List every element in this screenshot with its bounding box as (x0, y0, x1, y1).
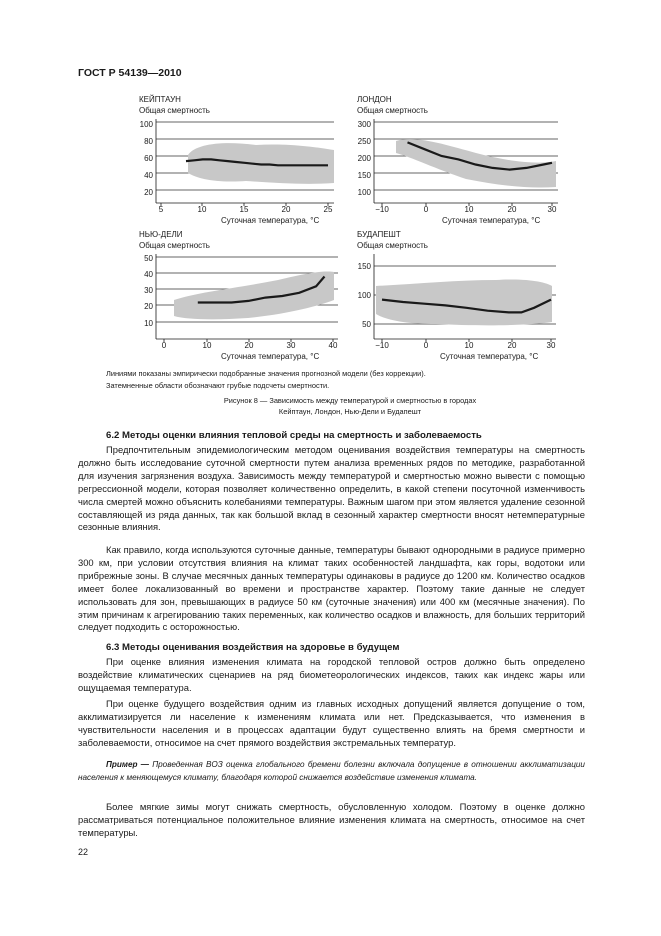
y-tick-label: 50 (144, 254, 153, 263)
page-number: 22 (78, 847, 89, 857)
y-tick-label: 20 (144, 302, 153, 311)
y-tick-label: 40 (144, 171, 153, 180)
y-tick-labels (140, 120, 154, 197)
y-tick-label: 30 (144, 286, 153, 295)
y-tick-labels (358, 120, 372, 197)
x-tick-label: 10 (464, 205, 474, 214)
section-heading: 6.2 Методы оценки влияния тепловой среды на смертность и заболеваемость (106, 430, 482, 441)
x-tick-label: 0 (423, 205, 429, 214)
y-tick-label: 200 (357, 154, 371, 163)
chart-xlabel: Суточная температура, °С (442, 216, 541, 225)
y-tick-label: 150 (357, 262, 371, 271)
x-tick-label: 30 (547, 205, 557, 214)
figure-note: Затемненные области обозначают грубые подсчеты смертности. (106, 381, 330, 390)
y-tick-labels (358, 262, 372, 329)
chart-ylabel: Общая смертность (357, 106, 428, 115)
y-tick-label: 40 (144, 270, 153, 279)
x-tick-labels (162, 341, 338, 350)
y-tick-label: 300 (357, 120, 371, 129)
chart-ylabel: Общая смертность (139, 241, 210, 250)
y-tick-label: 50 (362, 320, 371, 329)
y-tick-label: 10 (144, 319, 153, 328)
y-tick-label: 100 (357, 291, 371, 300)
section-heading: 6.3 Методы оценивания воздействия на здоровье в будущем (106, 642, 400, 653)
x-tick-label: 20 (507, 205, 517, 214)
paragraph: Предпочтительным эпидемиологическим методом оценивания воздействия температуры на смертность должно быть исследование суточной смертности путем анализа временных рядов по методике, разработанной для изучения загрязнения воздуха. Зависимость между температурой и смертностью можно вывести с помощью регрессионной модели, которая позволяет количественно определить, в какой степени посуточной изменчивость числа смертей можно объяснить колебаниями температуры. Важным шагом при этом является удаление сезонной составляющей из ряда данных, так как большой вклад в сезонный характер смертности вносят нетемпературные сезонные влияния. (78, 444, 585, 533)
chart-plot (356, 230, 561, 365)
chart-city-title: КЕЙПТАУН (139, 95, 181, 104)
y-tick-label: 250 (357, 137, 371, 146)
x-tick-label: 30 (286, 341, 296, 350)
chart-london (356, 95, 561, 230)
x-tick-label: 15 (239, 205, 249, 214)
chart-cape-town (136, 95, 336, 230)
x-tick-label: 20 (507, 341, 517, 350)
chart-plot (356, 95, 561, 230)
x-tick-label: 10 (197, 205, 207, 214)
chart-plot (136, 95, 336, 230)
x-tick-label: 0 (161, 341, 167, 350)
y-tick-label: 60 (144, 154, 153, 163)
example-note (78, 758, 585, 784)
chart-city-title: БУДАПЕШТ (357, 230, 401, 239)
y-tick-label: 20 (144, 188, 153, 197)
y-tick-label: 80 (144, 137, 153, 146)
x-tick-label: 20 (244, 341, 254, 350)
y-tick-labels (144, 254, 153, 328)
chart-new-delhi (138, 230, 343, 365)
chart-plot (138, 230, 343, 365)
x-tick-label: −10 (375, 205, 389, 214)
chart-ylabel: Общая смертность (139, 106, 210, 115)
x-tick-label: 20 (281, 205, 291, 214)
x-tick-label: 0 (423, 341, 429, 350)
example-label: Пример — (106, 760, 149, 769)
x-tick-label: 10 (202, 341, 212, 350)
x-tick-label: 40 (328, 341, 338, 350)
x-tick-label: 10 (464, 341, 474, 350)
example-text: Проведенная ВОЗ оценка глобального бремени болезни включала допущение в отношении акклиматизации населения к меняющемуся климату, благодаря которой снижается воздействие изменения климата. (78, 760, 585, 782)
paragraph: Как правило, когда используются суточные данные, температуры бывают однородными в радиусе примерно 300 км, при условии отсутствия влияния на климат таких особенностей ландшафта, как горы, водотоки или прибрежные зоны. В случае месячных данных температуры одинаковы в радиусе до 1200 км. Количество осадков имеет более локализованный во времени и пространстве характер. Поэтому такие данные не следует использовать для зон, превышающих в радиусе 50 км (суточные значения) или 400 км (месячные значения). По этим причинам к агрегированию таких переменных, как количество осадков и влажность, для больших территорий следует подходить с осторожностью. (78, 544, 585, 633)
paragraph: При оценке будущего воздействия одним из главных исходных допущений является допущение о том, акклиматизируется ли население к изменениям климата или нет. Предсказывается, что изменения в чувствительности населения и в процессах адаптации будут существенно влиять на бремя смертности и заболеваемости, относимое на счет прямого воздействия экстремальных температур. (78, 698, 585, 748)
chart-city-title: ЛОНДОН (357, 95, 392, 104)
shaded-estimate-band (174, 271, 334, 319)
paragraph: Более мягкие зимы могут снижать смертность, обусловленную холодом. Поэтому в оценке должно рассматриваться потенциальное положительное влияние изменения климата на смертность, относимое на счет температуры. (78, 801, 585, 838)
x-tick-labels (375, 205, 557, 214)
chart-xlabel: Суточная температура, °С (221, 352, 320, 361)
chart-ylabel: Общая смертность (357, 241, 428, 250)
chart-budapest (356, 230, 561, 365)
x-tick-label: 25 (323, 205, 333, 214)
band-group (174, 271, 334, 319)
y-tick-label: 150 (357, 171, 371, 180)
document-header: ГОСТ Р 54139—2010 (78, 67, 182, 79)
x-tick-label: −10 (375, 341, 389, 350)
y-tick-label: 100 (139, 120, 153, 129)
x-tick-labels (159, 205, 333, 214)
figure-note: Линиями показаны эмпирически подобранные значения прогнозной модели (без коррекции). (106, 369, 426, 378)
chart-city-title: НЬЮ-ДЕЛИ (139, 230, 183, 239)
y-tick-label: 100 (357, 188, 371, 197)
chart-xlabel: Суточная температура, °С (221, 216, 320, 225)
x-tick-labels (375, 341, 556, 350)
x-tick-label: 5 (158, 205, 164, 214)
x-tick-label: 30 (546, 341, 556, 350)
figure-caption: Рисунок 8 — Зависимость между температурой и смертностью в городах (223, 396, 477, 405)
figure-caption: Кейптаун, Лондон, Нью-Дели и Будапешт (278, 407, 422, 416)
paragraph: При оценке влияния изменения климата на городской тепловой остров должно быть определено воздействие климатических сценариев на ряд биометеорологических индексов, таких как индекс жары или ощущаемая температура. (78, 656, 585, 693)
chart-xlabel: Суточная температура, °С (440, 352, 539, 361)
